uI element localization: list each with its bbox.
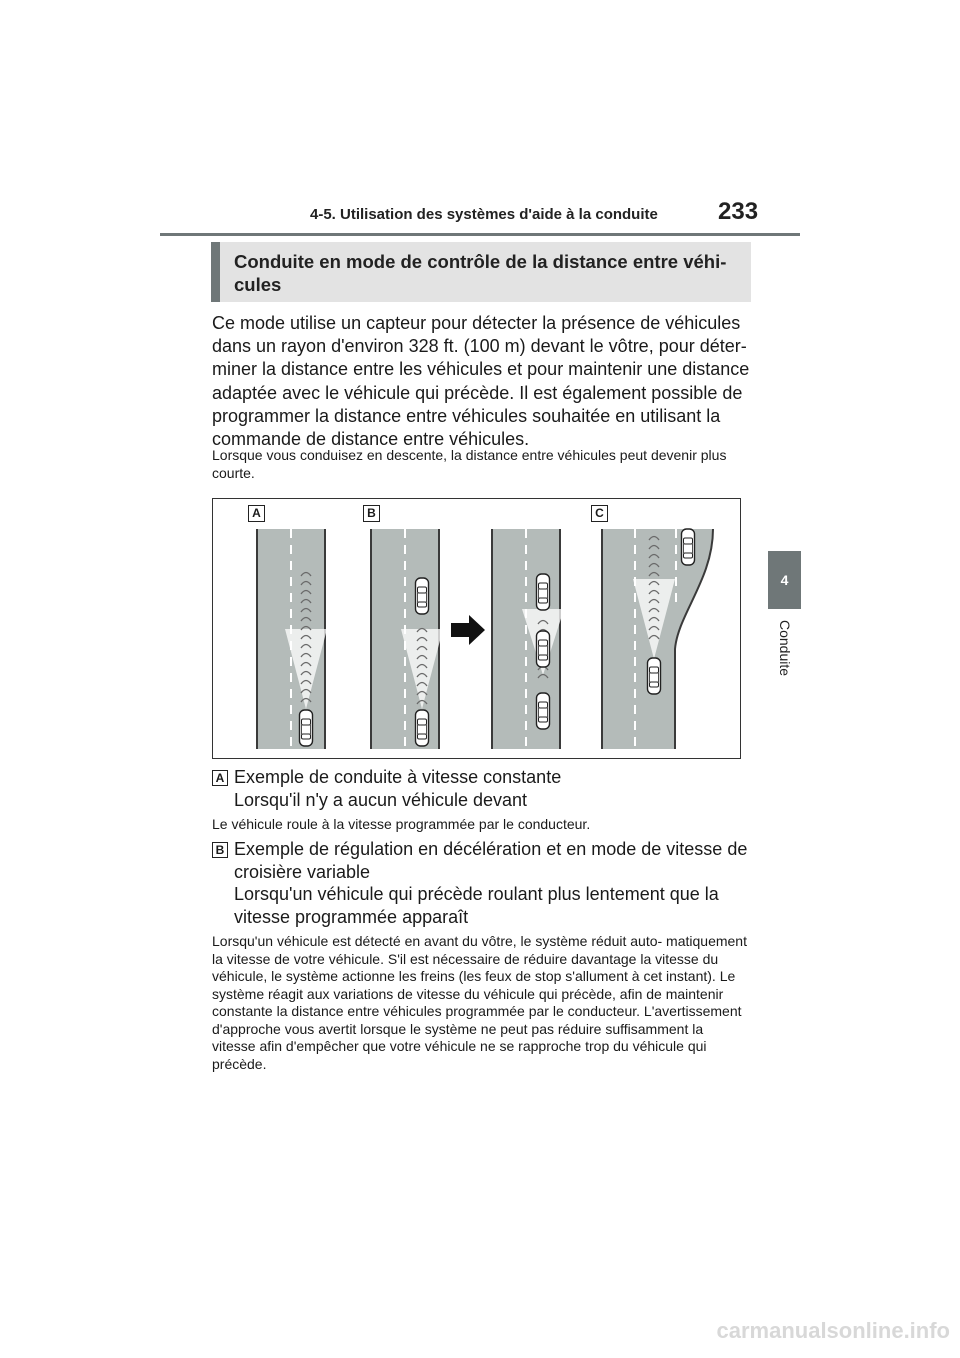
- section-heading: Conduite en mode de contrôle de la distance entre véhi- cules: [234, 251, 727, 295]
- car-icon: [300, 710, 313, 746]
- chapter-label: Conduite: [777, 620, 793, 677]
- item-marker-b: B: [212, 842, 228, 858]
- car-icon: [416, 710, 429, 746]
- header-divider: [160, 233, 800, 236]
- item-a-description: Le véhicule roule à la vitesse programmée par le conducteur.: [212, 816, 591, 832]
- car-icon: [537, 631, 550, 667]
- road-scenes-illustration: [213, 499, 742, 760]
- item-b-description: Lorsqu'un véhicule est détecté en avant du vôtre, le système réduit auto- matiquement la vitesse de votre véhicule. S'il est nécessaire de réduire davantage la vitesse du véhicule, le système actionne les freins (les feux de stop s'allument à cet instant). Le système réagit aux variations de vitesse du véhicule qui précède, afin de maintenir constante la distance entre véhicules programmée par le conducteur. L'avertissement d'approche vous avertit lorsque le système ne peut pas réduire suffisamment la vitesse afin d'empêcher que votre véhicule ne se rapproche trop du véhicule qui précède.: [212, 933, 747, 1072]
- item-b-title-line3: Lorsqu'un véhicule qui précède roulant plus lentement que la: [234, 884, 719, 904]
- section-heading-box: [211, 242, 751, 302]
- chapter-tab: 4: [768, 551, 801, 609]
- car-icon: [537, 574, 550, 610]
- car-icon: [682, 529, 695, 565]
- downhill-note: Lorsque vous conduisez en descente, la distance entre véhicules peut devenir plus courte.: [212, 447, 727, 481]
- car-icon: [416, 578, 429, 614]
- item-b-title-line4: vitesse programmée apparaît: [234, 906, 469, 927]
- car-icon: [537, 693, 550, 729]
- item-marker-a: A: [212, 770, 228, 786]
- item-b-title-line2: croisière variable: [234, 861, 371, 882]
- arrow-right-icon: [451, 615, 485, 645]
- figure-label-c: C: [591, 505, 608, 522]
- acc-diagram: [212, 498, 741, 759]
- item-a-title-line1: Exemple de conduite à vitesse constante: [234, 767, 562, 787]
- page-number: 233: [718, 198, 759, 225]
- item-b-title: [234, 838, 754, 928]
- item-a-title: [234, 766, 754, 811]
- figure-label-a: A: [248, 505, 265, 522]
- figure-label-b: B: [363, 505, 380, 522]
- running-header-title: 4-5. Utilisation des systèmes d'aide à la conduite: [310, 206, 658, 223]
- item-b-title-line1: Exemple de régulation en décélération et en mode de vitesse de: [234, 839, 748, 859]
- intro-paragraph: Ce mode utilise un capteur pour détecter la présence de véhicules dans un rayon d'environ 328 ft. (100 m) devant le vôtre, pour déter- miner la distance entre les véhicules et pour maintenir une distance adaptée avec le véhicule qui précède. Il est également possible de programmer la distance entre véhicules souhaitée en utilisant la commande de distance entre véhicules.: [212, 313, 750, 450]
- car-icon: [648, 658, 661, 694]
- item-a-title-line2: Lorsqu'il n'y a aucun véhicule devant: [234, 789, 528, 810]
- footer-watermark: carmanualsonline.info: [716, 1318, 950, 1343]
